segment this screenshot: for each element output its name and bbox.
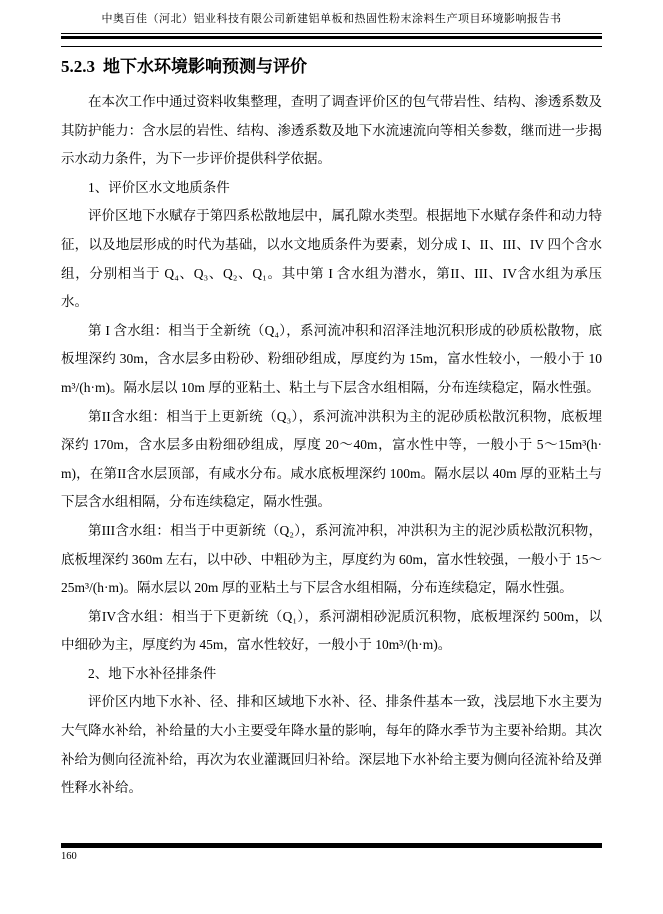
paragraph-intro: 在本次工作中通过资料收集整理，查明了调查评价区的包气带岩性、结构、渗透系数及其防护能力：含水层的岩性、结构、渗透系数及地下水流速流向等相关参数，继而进一步揭示水动力条件，为下一步评价提供科学依据。: [61, 94, 602, 167]
paragraph-aquifer-overview: 评价区地下水赋存于第四系松散地层中，属孔隙水类型。根据地下水赋存条件和动力特征，以及地层形成的时代为基础，以水文地质条件为要素，划分成 I、II、III、IV 四个含水组，分别相当于 Q₄、Q₃、Q₂、Q₁。其中第 I 含水组为潜水，第II、III、IV含水组为承压水。: [61, 208, 602, 310]
page-content: [61, 0, 602, 803]
paragraph-aquifer-group-3: 第III含水组：相当于中更新统（Q₂），系河流冲积，冲洪积为主的泥沙质松散沉积物，底板埋深约 360m 左右，以中砂、中粗砂为主，厚度约为 60m，富水性较强，一般小于 15～25m³/(h·m)。隔水层以 20m 厚的亚粘土与下层含水组相隔，分布连续稳定，隔水性强。: [61, 522, 602, 596]
section-number: 5.2.3: [61, 57, 95, 76]
subheading-hydrogeological-conditions: 1、评价区水文地质条件: [88, 179, 230, 195]
paragraph-recharge-conditions: 评价区内地下水补、径、排和区域地下水补、径、排条件基本一致，浅层地下水主要为大气降水补给，补给量的大小主要受年降水量的影响，每年的降水季节为主要补给期。其次补给为侧向径流补给，再次为农业灌溉回归补给。深层地下水补给主要为侧向径流补给及弹性释水补给。: [61, 694, 602, 796]
footer-rule: [61, 843, 602, 848]
body-text: [61, 88, 602, 803]
page-number: 160: [61, 851, 77, 862]
header-double-rule: [61, 33, 602, 39]
running-header-title: 中奥百佳（河北）铝业科技有限公司新建铝单板和热固性粉末涂料生产项目环境影响报告书: [101, 13, 562, 25]
subheading-recharge-runoff-discharge: 2、地下水补径排条件: [88, 665, 217, 681]
paragraph-aquifer-group-1: 第 I 含水组：相当于全新统（Q₄），系河流冲积和沼泽洼地沉积形成的砂质松散物，底板埋深约 30m，含水层多由粉砂、粉细砂组成，厚度约为 15m，富水性较小，一般小于 10m³/(h·m)。隔水层以 10m 厚的亚粘土、粘土与下层含水组相隔，分布连续稳定，隔水性强。: [61, 322, 602, 395]
paragraph-aquifer-group-2: 第II含水组：相当于上更新统（Q₃），系河流冲洪积为主的泥砂质松散沉积物，底板埋深约 170m，含水层多由粉细砂组成，厚度 20～40m，富水性中等，一般小于 5～15m³(h·m)，在第II含水层顶部，有咸水分布。咸水底板埋深约 100m。隔水层以 40m 厚的亚粘土与下层含水组相隔，分布连续稳定，隔水性强。: [61, 408, 602, 510]
section-top-rule: [61, 46, 602, 47]
paragraph-aquifer-group-4: 第IV含水组：相当于下更新统（Q₁），系河湖相砂泥质沉积物，底板埋深约 500m，以中细砂为主，厚度约为 45m，富水性较好，一般小于 10m³/(h·m)。: [61, 608, 602, 653]
section-heading: [61, 55, 602, 79]
section-title: 地下水环境影响预测与评价: [103, 57, 307, 76]
